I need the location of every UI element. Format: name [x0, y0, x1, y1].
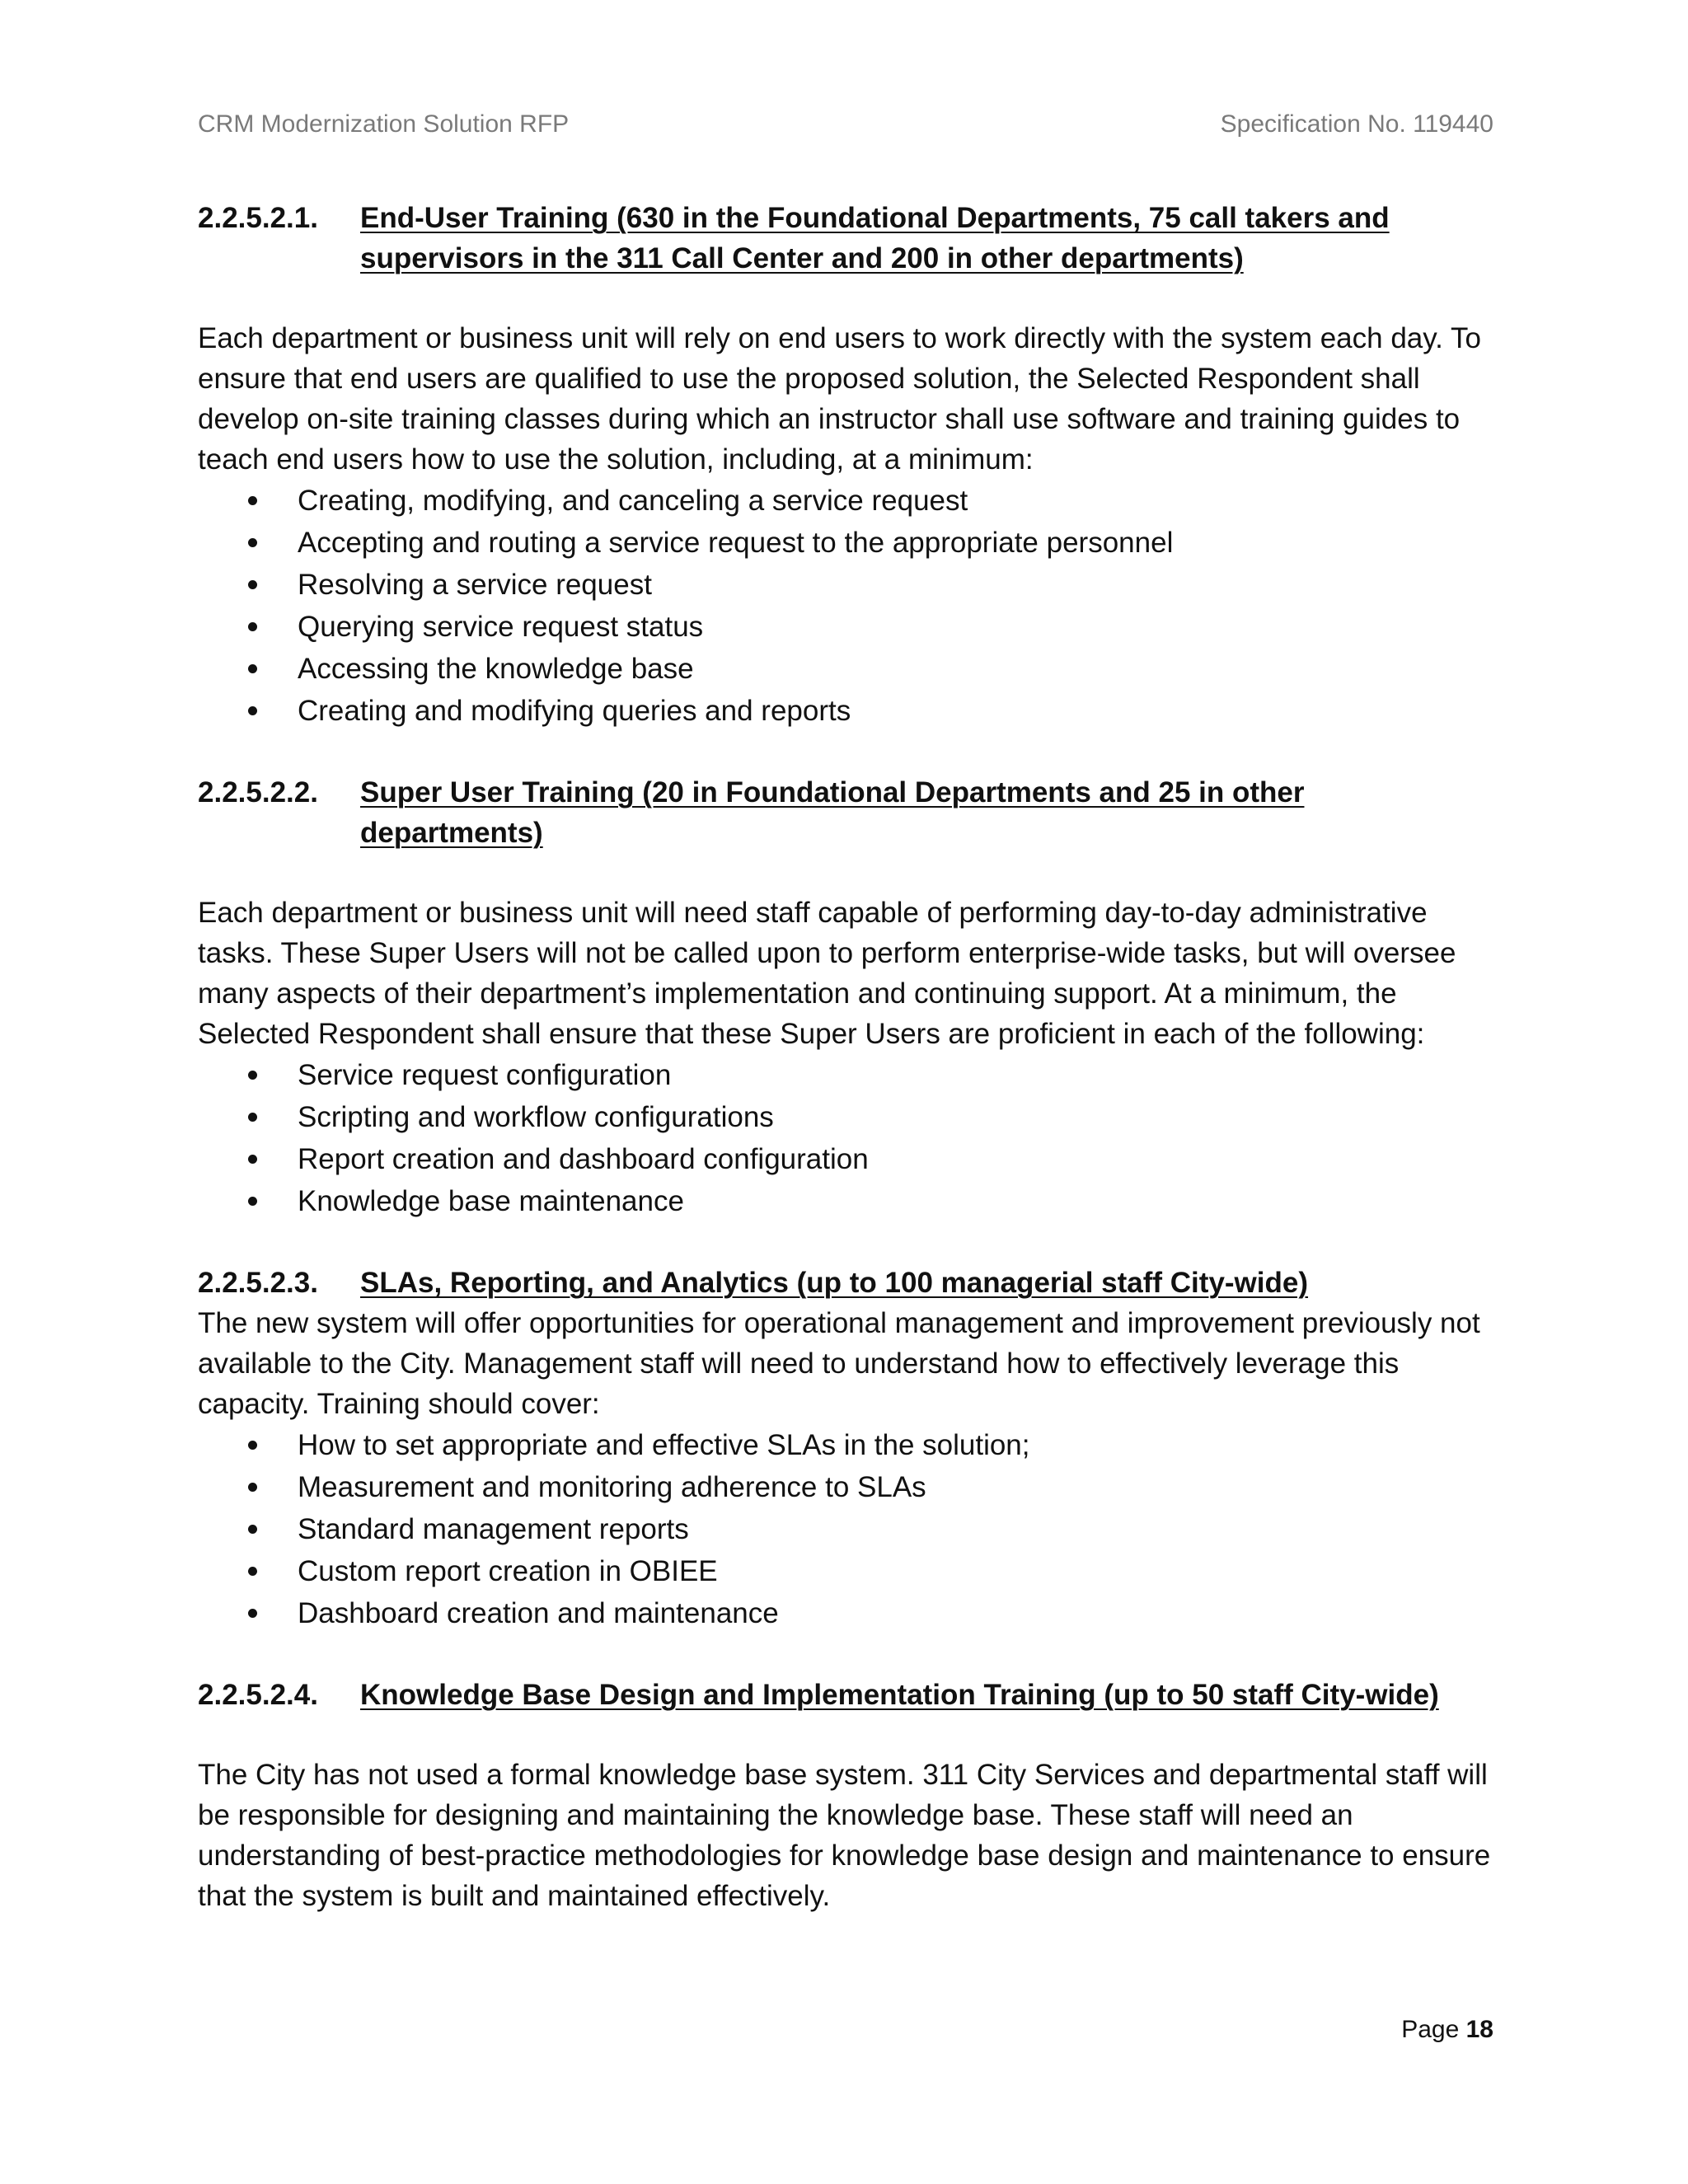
list-item: Dashboard creation and maintenance [198, 1592, 1500, 1634]
page-label: Page [1401, 2016, 1460, 2043]
bullet-icon [248, 1441, 257, 1450]
section-heading-slas-reporting-analytics [198, 1263, 1500, 1303]
bullet-icon [248, 664, 257, 673]
section-heading-knowledge-base-training [198, 1675, 1500, 1715]
section-title: SLAs, Reporting, and Analytics (up to 100 managerial staff City-wide) [360, 1267, 1309, 1299]
list-item: Service request configuration [198, 1054, 1500, 1096]
bullet-icon [248, 622, 257, 631]
bullet-list [198, 1424, 1500, 1634]
section-title-line: supervisors in the 311 Call Center and 200 in other departments) [360, 242, 1244, 274]
page-footer [1401, 2016, 1493, 2044]
list-item: Resolving a service request [198, 564, 1500, 606]
section-heading-end-user-training [198, 198, 1500, 279]
bullet-icon [248, 1113, 257, 1122]
section-number: 2.2.5.2.3. [198, 1267, 318, 1299]
list-item: Measurement and monitoring adherence to SLAs [198, 1466, 1500, 1508]
section-title [360, 198, 1390, 279]
list-item: Knowledge base maintenance [198, 1180, 1500, 1222]
page-header [198, 110, 1493, 143]
document-body [198, 198, 1500, 1916]
bullet-list [198, 480, 1500, 732]
list-item: Scripting and workflow configurations [198, 1096, 1500, 1138]
list-item: Report creation and dashboard configuration [198, 1138, 1500, 1180]
bullet-icon [248, 538, 257, 547]
list-item: Creating and modifying queries and reports [198, 690, 1500, 732]
bullet-icon [248, 1567, 257, 1576]
list-item: Standard management reports [198, 1508, 1500, 1550]
list-item: How to set appropriate and effective SLAs in the solution; [198, 1424, 1500, 1466]
list-item: Accepting and routing a service request to the appropriate personnel [198, 522, 1500, 564]
section-paragraph: The new system will offer opportunities for operational management and improvement previously not available to the City. Management staff will need to understand how to effectively leverage this capacity. Training should cover: [198, 1307, 1480, 1420]
specification-number: Specification No. 119440 [1220, 110, 1493, 138]
list-item: Querying service request status [198, 606, 1500, 648]
section-title-line: End-User Training (630 in the Foundational Departments, 75 call takers and [360, 202, 1390, 234]
bullet-icon [248, 1071, 257, 1080]
bullet-icon [248, 706, 257, 715]
bullet-icon [248, 1155, 257, 1164]
section-number: 2.2.5.2.4. [198, 1679, 318, 1711]
bullet-icon [248, 580, 257, 589]
section-paragraph: Each department or business unit will need staff capable of performing day-to-day administrative tasks. These Super Users will not be called upon to perform enterprise-wide tasks, but will oversee many aspects of their department’s implementation and continuing support. At a minimum, the Selected Respondent shall ensure that these Super Users are proficient in each of the following: [198, 897, 1456, 1050]
bullet-icon [248, 1525, 257, 1534]
section-title-line: departments) [360, 817, 543, 849]
section-title-line: Super User Training (20 in Foundational Departments and 25 in other [360, 776, 1305, 808]
section-paragraph: The City has not used a formal knowledge base system. 311 City Services and departmental staff will be responsible for designing and maintaining the knowledge base. These staff will need an understanding of best-practice methodologies for knowledge base design and maintenance to ensure that the system is built and maintained effectively. [198, 1759, 1491, 1912]
bullet-icon [248, 1483, 257, 1492]
document-title: CRM Modernization Solution RFP [198, 110, 570, 138]
bullet-icon [248, 496, 257, 505]
section-paragraph: Each department or business unit will rely on end users to work directly with the system each day. To ensure that end users are qualified to use the proposed solution, the Selected Respondent shall develop on-site training classes during which an instructor shall use software and training guides to teach end users how to use the solution, including, at a minimum: [198, 322, 1481, 476]
bullet-icon [248, 1197, 257, 1206]
section-number: 2.2.5.2.1. [198, 202, 318, 234]
section-number: 2.2.5.2.2. [198, 776, 318, 808]
bullet-list [198, 1054, 1500, 1222]
bullet-icon [248, 1609, 257, 1618]
list-item: Custom report creation in OBIEE [198, 1550, 1500, 1592]
section-heading-super-user-training [198, 772, 1500, 853]
section-title [360, 772, 1304, 853]
list-item: Accessing the knowledge base [198, 648, 1500, 690]
section-title: Knowledge Base Design and Implementation Training (up to 50 staff City-wide) [360, 1679, 1439, 1711]
page-number: 18 [1465, 2016, 1493, 2043]
list-item: Creating, modifying, and canceling a service request [198, 480, 1500, 522]
